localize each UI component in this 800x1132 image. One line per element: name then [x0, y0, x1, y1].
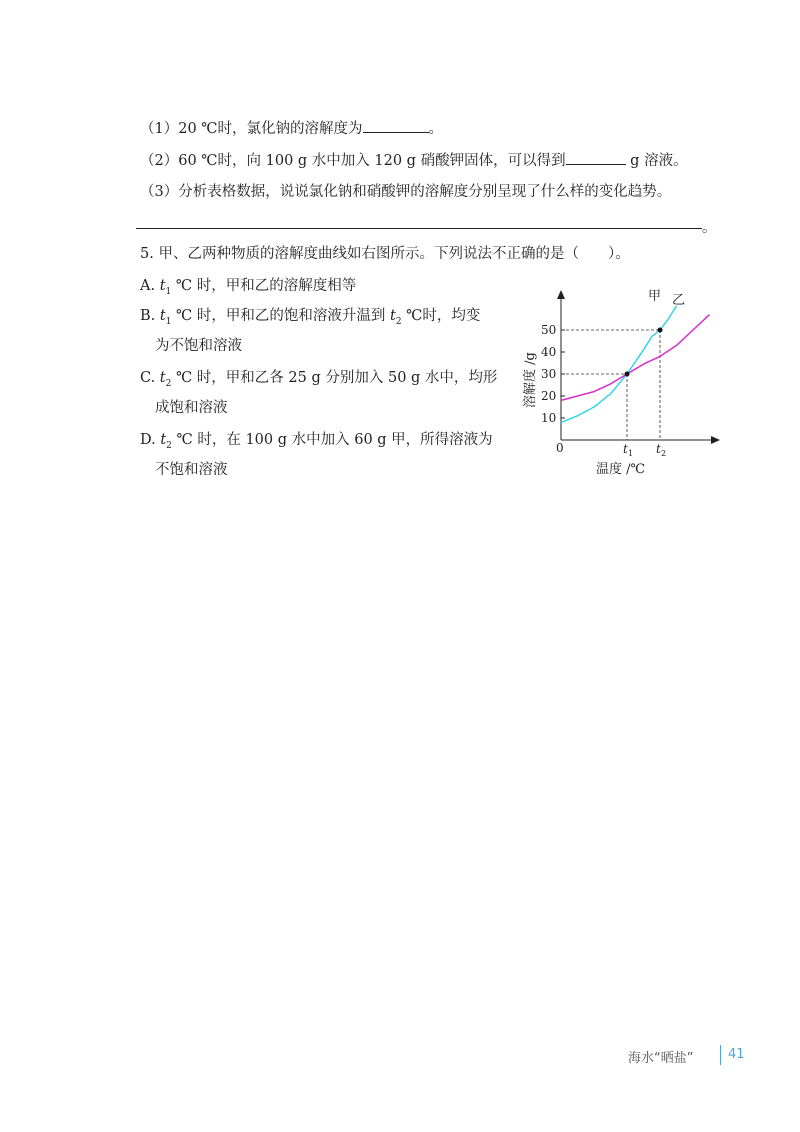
x-axis-label: 温度 /℃: [596, 462, 646, 477]
option-c-sub: 2: [165, 378, 172, 389]
option-b-line2: 为不饱和溶液: [155, 338, 242, 354]
origin-label: 0: [556, 441, 564, 455]
option-a-sub: 1: [165, 286, 172, 297]
option-a-text: ℃ 时，甲和乙的溶解度相等: [171, 278, 357, 294]
question-part-1-end: 。: [428, 121, 444, 137]
question-part-3: [140, 182, 671, 202]
solubility-chart: [506, 280, 726, 480]
option-c-line2: 成饱和溶液: [155, 400, 228, 416]
series-label-jia: 甲: [648, 289, 662, 304]
option-b-text-end: ℃时，均变: [401, 308, 481, 324]
page-number: 41: [728, 1047, 745, 1062]
y-tick-label: 20: [541, 389, 557, 403]
x-ticks: [623, 442, 666, 458]
series-line-yi: [561, 315, 710, 401]
option-c-label: C.: [140, 370, 160, 386]
option-b-text: ℃ 时，甲和乙的饱和溶液升温到: [171, 308, 390, 324]
y-tick-label: 40: [541, 345, 557, 359]
y-tick-label: 50: [541, 323, 557, 337]
y-axis-arrow-icon: [557, 290, 565, 299]
option-d-text: ℃ 时，在 100 g 水中加入 60 g 甲，所得溶液为: [171, 432, 493, 448]
y-axis-label: 溶解度 /g: [523, 352, 538, 408]
option-a-var: t: [159, 278, 166, 294]
option-a[interactable]: [140, 276, 356, 302]
option-b-sub: 1: [165, 316, 172, 327]
y-tick-label: 30: [541, 367, 557, 381]
footer-divider: [720, 1045, 721, 1065]
answer-blank-1[interactable]: [363, 118, 429, 133]
option-d-sub: 2: [166, 440, 172, 451]
question-part-2: [140, 150, 688, 171]
option-d-line2: 不饱和溶液: [155, 462, 228, 478]
series-label-yi: 乙: [672, 293, 686, 308]
option-b-sub2: 2: [395, 316, 402, 327]
x-tick-sub: 1: [628, 449, 634, 458]
x-axis-arrow-icon: [711, 436, 720, 444]
question-part-1: [140, 118, 443, 139]
option-b-label: B.: [140, 308, 160, 324]
question-5-stem: 5. 甲、乙两种物质的溶解度曲线如右图所示。下列说法不正确的是（ ）。: [140, 246, 630, 262]
option-d-label: D.: [140, 432, 161, 448]
curves: [561, 306, 710, 423]
y-tick-label: 10: [541, 411, 557, 425]
series-line-jia: [561, 306, 677, 423]
jia-t2-point: [658, 328, 663, 333]
option-a-label: A.: [140, 278, 160, 294]
question-part-2-text: （2）60 ℃时，向 100 g 水中加入 120 g 硝酸钾固体，可以得到: [140, 153, 566, 169]
answer-blank-3[interactable]: [136, 228, 702, 229]
option-d-var: t: [160, 432, 167, 448]
option-b-var: t: [159, 308, 166, 324]
footer-title: 海水“晒盐”: [628, 1051, 694, 1066]
option-b-var2: t: [389, 308, 396, 324]
option-d[interactable]: [140, 430, 493, 456]
x-tick-label: t: [623, 442, 628, 456]
option-c[interactable]: [140, 368, 497, 394]
option-c-text: ℃ 时，甲和乙各 25 g 分别加入 50 g 水中，均形: [171, 370, 498, 386]
question-part-1-text: （1）20 ℃时，氯化钠的溶解度为: [140, 121, 363, 137]
x-tick-sub: 2: [661, 449, 667, 458]
question-part-3-text: （3）分析表格数据，说说氯化钠和硝酸钾的溶解度分别呈现了什么样的变化趋势。: [140, 184, 672, 200]
option-b[interactable]: [140, 306, 480, 332]
x-tick-label: t: [656, 442, 661, 456]
answer-blank-3-end: 。: [702, 220, 717, 236]
answer-blank-2[interactable]: [566, 150, 626, 165]
option-c-var: t: [159, 370, 166, 386]
question-part-2-end: g 溶液。: [625, 153, 688, 169]
intersection-point: [625, 372, 630, 377]
